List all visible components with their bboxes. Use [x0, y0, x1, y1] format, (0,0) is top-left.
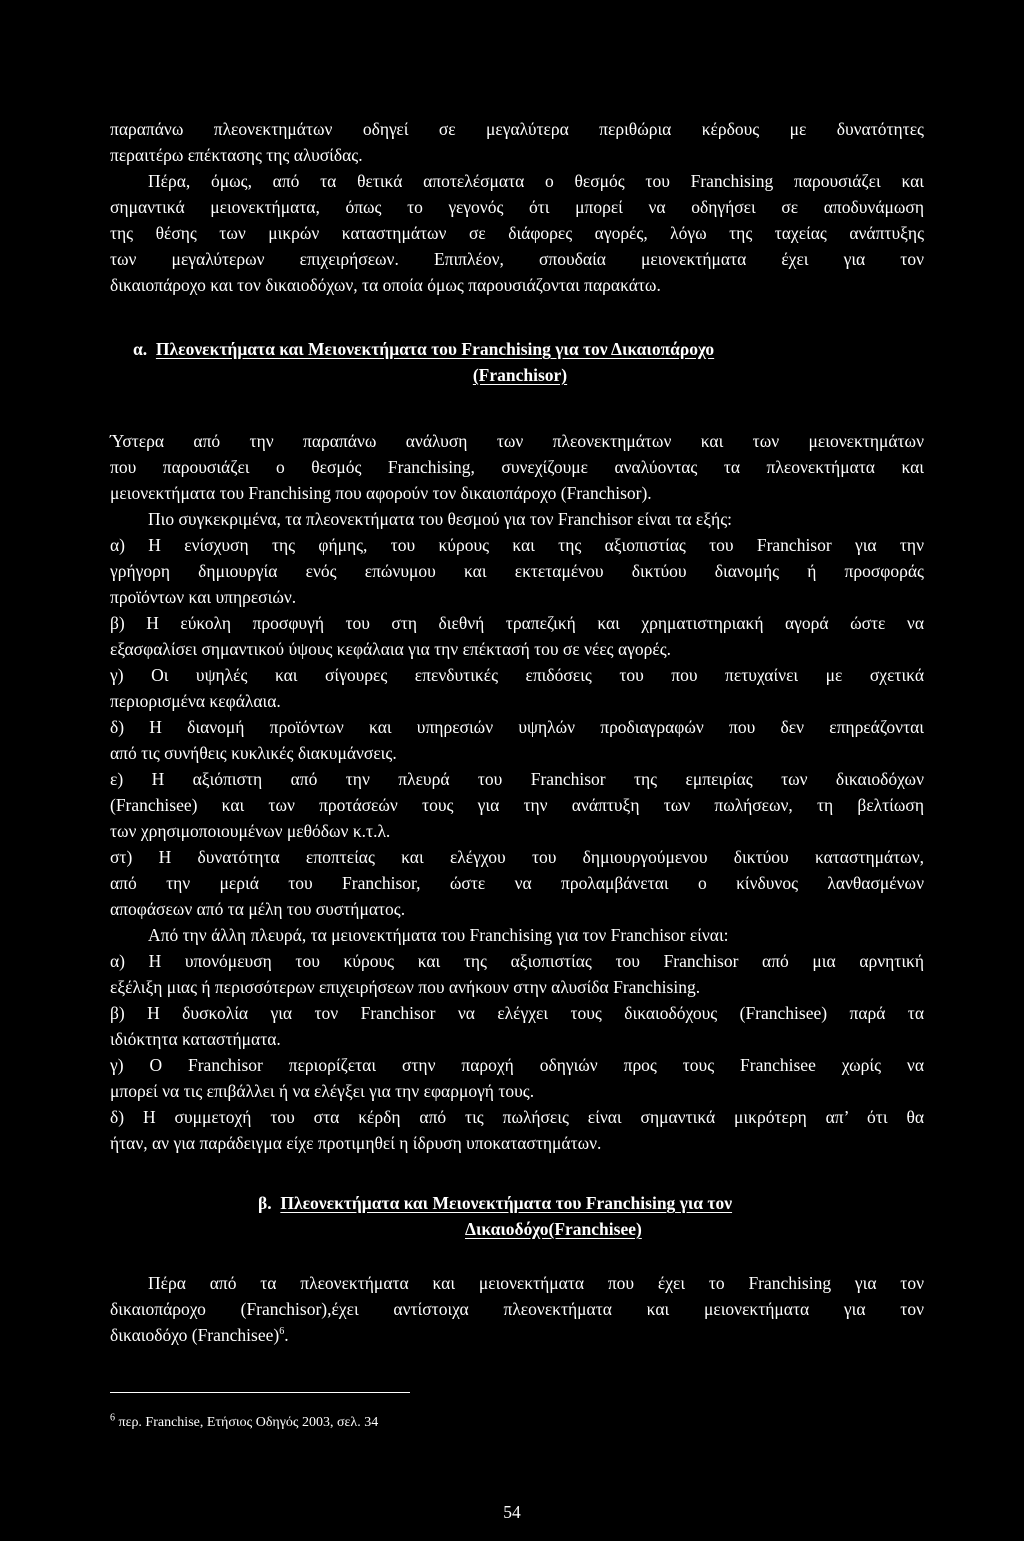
text-line: σημαντικά μειονεκτήματα, όπως το γεγονός ότι μπορεί να οδηγήσει σε αποδυνάμωση [110, 197, 924, 217]
section-heading-a [133, 338, 947, 360]
text-line: από τις συνήθεις κυκλικές διακυμάνσεις. [110, 743, 397, 763]
text-line: Πιο συγκεκριμένα, τα πλεονεκτήματα του θεσμού για τον Franchisor είναι τα εξής: [148, 509, 733, 529]
heading-a-marker: α. [133, 339, 148, 359]
heading-b-marker: β. [258, 1193, 272, 1213]
text-line: β) Η δυσκολία για τον Franchisor να ελέγχει τους δικαιοδόχους (Franchisee) παρά τα [110, 1003, 924, 1023]
text-line: γ) Οι υψηλές και σίγουρες επενδυτικές επιδόσεις του που πετυχαίνει με σχετικά [110, 665, 924, 685]
text-line: γ) Ο Franchisor περιορίζεται στην παροχή οδηγιών προς τους Franchisee χωρίς να [110, 1055, 924, 1075]
page-number: 54 [503, 1502, 521, 1522]
paragraph-last-line [110, 1324, 924, 1346]
text-line: γρήγορη δημιουργία ενός επώνυμου και εκτεταμένου δικτύου διανομής ή προσφοράς [110, 561, 924, 581]
text-line: δ) Η συμμετοχή του στα κέρδη από τις πωλήσεις είναι σημαντικά μικρότερη απ’ ότι θα [110, 1107, 924, 1127]
text-line: περιορισμένα κεφάλαια. [110, 691, 281, 711]
text-line: μειονεκτήματα του Franchising που αφορούν τον δικαιοπάροχο (Franchisor). [110, 483, 652, 503]
last-line-text: δικαιοδόχο (Franchisee) [110, 1325, 280, 1345]
heading-b-title-line2: Δικαιοδόχο(Franchisee) [465, 1219, 642, 1239]
text-line: μπορεί να τις επιβάλλει ή να ελέγξει για την εφαρμογή τους. [110, 1081, 535, 1101]
footnote-number: 6 [110, 1412, 115, 1424]
section-heading-a-line2 [0, 364, 1024, 386]
text-line: Πέρα από τα πλεονεκτήματα και μειονεκτήματα που έχει το Franchising για τον [148, 1273, 924, 1293]
text-line: από την μεριά του Franchisor, ώστε να προλαμβάνεται ο κίνδυνος λανθασμένων [110, 873, 924, 893]
footnote-ref: 6 [279, 1326, 285, 1338]
text-line: εξέλιξη μιας ή περισσότερων επιχειρήσεων που ανήκουν στην αλυσίδα Franchising. [110, 977, 701, 997]
footnote-rule [110, 1392, 410, 1393]
text-line: α) Η υπονόμευση του κύρους και της αξιοπιστίας του Franchisor από μια αρνητική [110, 951, 924, 971]
heading-a-title-line1: Πλεονεκτήματα και Μειονεκτήματα του Franchising για τον Δικαιοπάροχο [155, 339, 715, 359]
heading-a-title-line2: (Franchisor) [472, 365, 568, 385]
text-line: (Franchisee) και των προτάσεών τους για την ανάπτυξη των πωλήσεων, τη βελτίωση [110, 795, 924, 815]
text-line: β) Η εύκολη προσφυγή του στη διεθνή τραπεζική και χρηματιστηριακή αγορά ώστε να [110, 613, 924, 633]
section-heading-b [258, 1192, 1024, 1214]
text-line: προϊόντων και υπηρεσιών. [110, 587, 297, 607]
text-line: δ) Η διανομή προϊόντων και υπηρεσιών υψηλών προδιαγραφών που δεν επηρεάζονται [110, 717, 924, 737]
text-line: της θέσης των μικρών καταστημάτων σε διάφορες αγορές, λόγω της ταχείας ανάπτυξης [110, 223, 924, 243]
text-line: παραπάνω πλεονεκτημάτων οδηγεί σε μεγαλύτερα περιθώρια κέρδους με δυνατότητες [110, 119, 924, 139]
text-line: των χρησιμοποιουμένων μεθόδων κ.τ.λ. [110, 821, 391, 841]
text-line: ε) Η αξιόπιστη από την πλευρά του Franchisor της εμπειρίας των δικαιοδόχων [110, 769, 924, 789]
text-line: ήταν, αν για παράδειγμα είχε προτιμηθεί η ίδρυση υποκαταστημάτων. [110, 1133, 602, 1153]
text-line: στ) Η δυνατότητα εποπτείας και ελέγχου του δημιουργούμενου δικτύου καταστημάτων, [110, 847, 924, 867]
section-heading-b-line2 [465, 1218, 1024, 1240]
text-line: Από την άλλη πλευρά, τα μειονεκτήματα του Franchising για τον Franchisor είναι: [148, 925, 729, 945]
text-line: Ύστερα από την παραπάνω ανάλυση των πλεονεκτημάτων και των μειονεκτημάτων [110, 431, 924, 451]
text-line: εξασφαλίσει σημαντικού ύψους κεφάλαια για την επέκτασή του σε νέες αγορές. [110, 639, 672, 659]
footnote-text: περ. Franchise, Ετήσιος Οδηγός 2003, σελ. 34 [115, 1415, 379, 1430]
text-line: Πέρα, όμως, από τα θετικά αποτελέσματα ο θεσμός του Franchising παρουσιάζει και [148, 171, 924, 191]
text-line: περαιτέρω επέκτασης της αλυσίδας. [110, 145, 363, 165]
text-line: των μεγαλύτερων επιχειρήσεων. Επιπλέον, σπουδαία μειονεκτήματα έχει για τον [110, 249, 924, 269]
text-line: ιδιόκτητα καταστήματα. [110, 1029, 281, 1049]
text-line: αποφάσεων από τα μέλη του συστήματος. [110, 899, 406, 919]
text-line: α) Η ενίσχυση της φήμης, του κύρους και της αξιοπιστίας του Franchisor για την [110, 535, 924, 555]
text-line: που παρουσιάζει ο θεσμός Franchising, συνεχίζουμε αναλύοντας τα πλεονεκτήματα και [110, 457, 924, 477]
text-line: δικαιοπάροχο και τον δικαιοδόχων, τα οποία όμως παρουσιάζονται παρακάτω. [110, 275, 661, 295]
last-line-period: . [284, 1325, 289, 1345]
text-line: δικαιοπάροχο (Franchisor),έχει αντίστοιχα πλεονεκτήματα και μειονεκτήματα για τον [110, 1299, 924, 1319]
heading-b-title-line1: Πλεονεκτήματα και Μειονεκτήματα του Franchising για τον [280, 1193, 733, 1213]
footnote [110, 1412, 379, 1431]
